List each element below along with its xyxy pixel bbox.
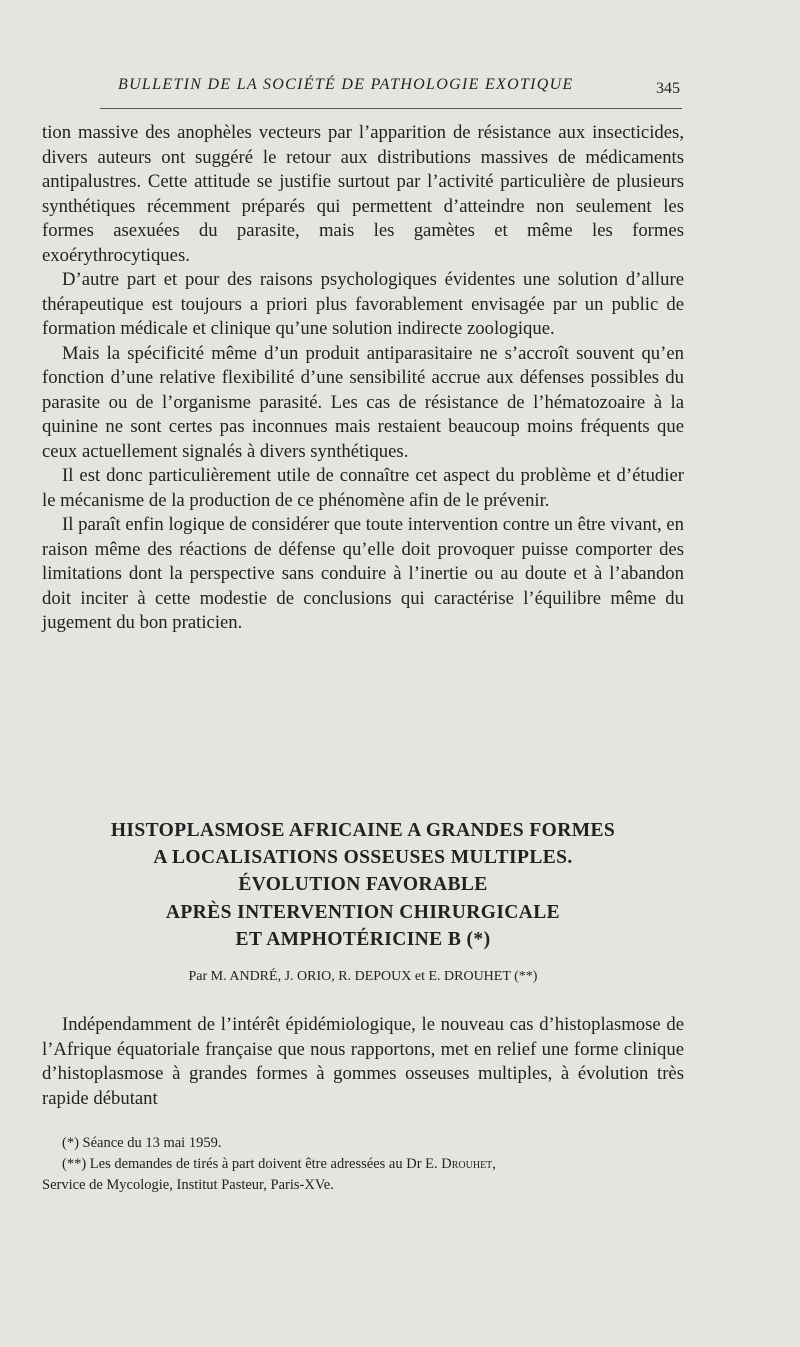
footnote-2-prefix: (**) Les demandes de tirés à part doivent être adressées au Dr E. xyxy=(62,1156,438,1172)
authors-line: Par M. ANDRÉ, J. ORIO, R. DEPOUX et E. DROUHET (**) xyxy=(188,969,538,984)
article-title xyxy=(40,817,686,953)
intro-paragraph: Indépendamment de l’intérêt épidémiologique, le nouveau cas d’histoplasmose de l’Afrique équatoriale française que nous rapportons, met en relief une forme clinique d’histoplasmose à grandes formes à gommes osseuses multiples, à évolution très rapide débutant xyxy=(42,1014,684,1109)
paragraph-5: Il paraît enfin logique de considérer que toute intervention contre un être vivant, en raison même des réactions de défense qu’elle doit provoquer puisse comporter des limitations dont la perspective sans conduire à l’inertie ou au doute et à l’abandon doit inciter à cette modestie de conclusions qui caractérise l’équilibre même du jugement du bon praticien. xyxy=(42,514,684,633)
paragraph-4: Il est donc particulièrement utile de connaître cet aspect du problème et d’étudier le mécanisme de la production de ce phénomène afin de le prévenir. xyxy=(42,465,684,511)
running-head xyxy=(100,72,682,109)
title-line-3: ÉVOLUTION FAVORABLE xyxy=(238,874,488,896)
footnote-1: (*) Séance du 13 mai 1959. xyxy=(62,1135,222,1151)
title-line-2: A LOCALISATIONS OSSEUSES MULTIPLES. xyxy=(153,847,573,869)
title-line-1: HISTOPLASMOSE AFRICAINE A GRANDES FORMES xyxy=(110,820,616,841)
body-text xyxy=(42,121,684,636)
paragraph-1: tion massive des anophèles vecteurs par l’apparition de résistance aux insecticides, divers auteurs ont suggéré le retour aux distributions massives de médicaments antipalustres. Cette attitude se justifie surtout par l’activité particulière de plusieurs synthétiques récemment préparés qui permettent d’atteindre non seulement les formes asexuées du parasite, mais les gamètes et même les formes exoérythrocytiques. xyxy=(42,122,684,266)
journal-title: BULLETIN DE LA SOCIÉTÉ DE PATHOLOGIE EXOTIQUE xyxy=(118,76,574,93)
footnote-2 xyxy=(42,1154,684,1175)
title-line-5: ET AMPHOTÉRICINE B (*) xyxy=(235,928,491,950)
paragraph-3: Mais la spécificité même d’un produit antiparasitaire ne s’accroît souvent qu’en fonction d’une relative flexibilité d’une sensibilité accrue aux défenses possibles du parasite ou de l’organisme parasité. Les cas de résistance de l’hématozoaire à la quinine ne sont certes pas inconnues mais restaient beaucoup moins fréquents que ceux actuellement signalés à divers synthétiques. xyxy=(42,342,684,462)
article-intro xyxy=(42,1013,684,1111)
footnotes xyxy=(42,1133,684,1196)
title-line-4: APRÈS INTERVENTION CHIRURGICALE xyxy=(165,901,561,923)
page-number: 345 xyxy=(656,80,680,97)
paragraph-2: D’autre part et pour des raisons psychologiques évidentes une solution d’allure thérapeutique est toujours a priori plus favorablement envisagée par un public de formation médicale et clinique qu’une solution indirecte zoologique. xyxy=(42,269,684,339)
footnote-2-name: Drouhet, xyxy=(441,1156,496,1172)
footnote-2-continuation: Service de Mycologie, Institut Pasteur, Paris-XVe. xyxy=(42,1177,334,1193)
